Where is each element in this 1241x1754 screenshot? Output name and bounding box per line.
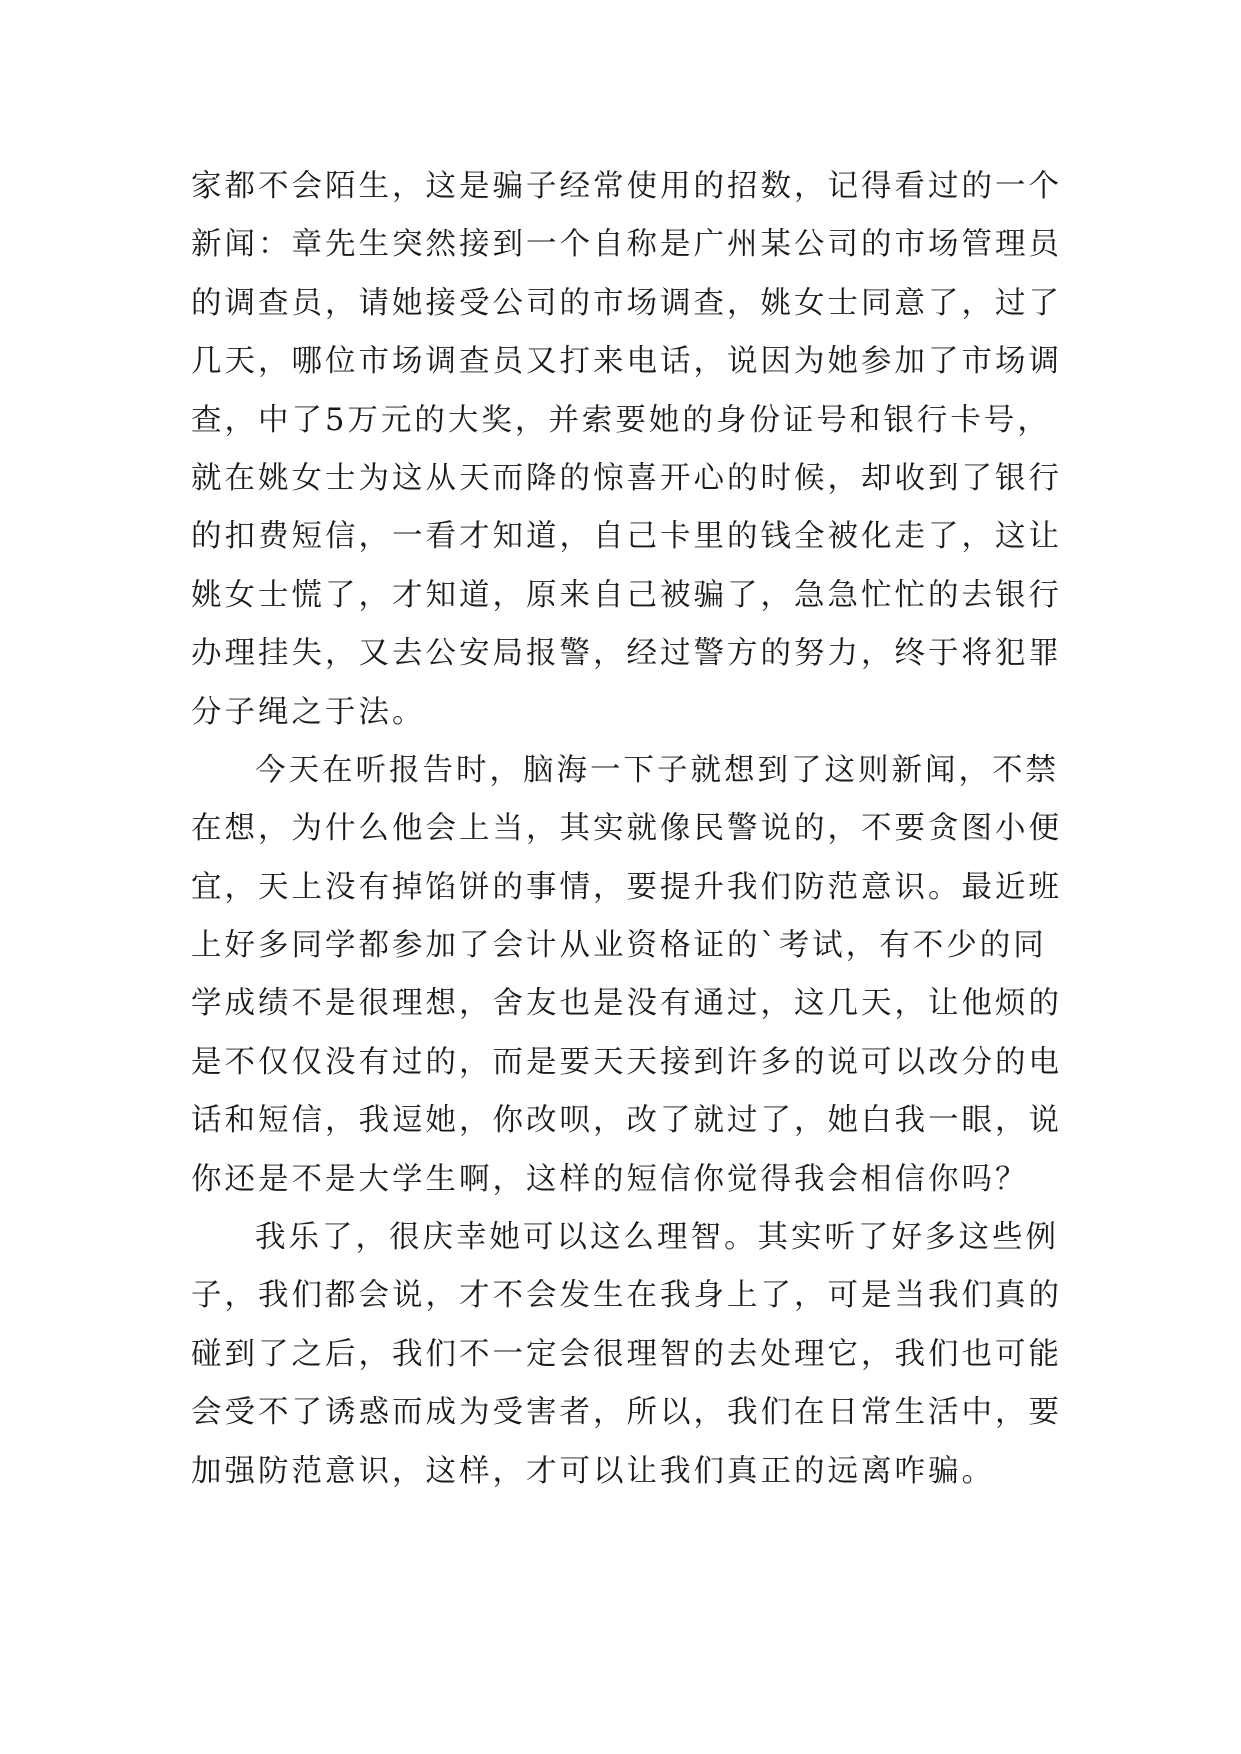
paragraph-line: 家都不会陌生，这是骗子经常使用的招数，记得看过的一个 [191, 169, 1062, 204]
paragraph-line: 上好多同学都参加了会计从业资格证的`考试，有不少的同 [191, 928, 1047, 964]
paragraph-line: 的扣费短信，一看才知道，自己卡里的钱全被化走了，这让 [191, 519, 1062, 555]
paragraph-line: 姚女士慌了，才知道，原来自己被骗了，急急忙忙的去银行 [191, 577, 1062, 613]
paragraph-line: 是不仅仅没有过的，而是要天天接到许多的说可以改分的电 [191, 1044, 1062, 1080]
paragraph-line: 话和短信，我逗她，你改呗，改了就过了，她白我一眼，说 [191, 1103, 1062, 1139]
paragraph-line: 我乐了，很庆幸她可以这么理智。其实听了好多这些例 [255, 1220, 1059, 1256]
paragraph-line: 几天，哪位市场调查员又打来电话，说因为她参加了市场调 [191, 344, 1062, 380]
paragraph-line: 加强防范意识，这样，才可以让我们真正的远离咋骗。 [191, 1453, 995, 1489]
paragraph-line: 会受不了诱惑而成为受害者，所以，我们在日常生活中，要 [191, 1395, 1062, 1431]
paragraph-line: 学成绩不是很理想，舍友也是没有通过，这几天，让他烦的 [191, 986, 1062, 1022]
paragraph-line: 在想，为什么他会上当，其实就像民警说的，不要贪图小便 [191, 811, 1062, 847]
paragraph-line: 子，我们都会说，才不会发生在我身上了，可是当我们真的 [191, 1278, 1062, 1314]
paragraph-line: 就在姚女士为这从天而降的惊喜开心的时候，却收到了银行 [191, 460, 1062, 496]
paragraph-line: 宜，天上没有掉馅饼的事情，要提升我们防范意识。最近班 [191, 869, 1062, 905]
paragraph-line: 办理挂失，又去公安局报警，经过警方的努力，终于将犯罪 [191, 636, 1062, 672]
document-body [191, 158, 1062, 1501]
paragraph [191, 158, 1062, 742]
paragraph [191, 1209, 1062, 1501]
paragraph-line: 的调查员，请她接受公司的市场调查，姚女士同意了，过了 [191, 285, 1062, 321]
paragraph-line: 今天在听报告时，脑海一下子就想到了这则新闻，不禁 [255, 752, 1059, 788]
paragraph-line: 查，中了5万元的大奖，并索要她的身份证号和银行卡号， [191, 402, 1051, 438]
paragraph-line: 碰到了之后，我们不一定会很理智的去处理它，我们也可能 [191, 1336, 1062, 1372]
paragraph-line: 你还是不是大学生啊，这样的短信你觉得我会相信你吗？ [191, 1161, 1029, 1197]
paragraph [191, 742, 1062, 1209]
paragraph-line: 分子绳之于法。 [191, 694, 426, 730]
paragraph-line: 新闻：章先生突然接到一个自称是广州某公司的市场管理员 [191, 227, 1062, 263]
